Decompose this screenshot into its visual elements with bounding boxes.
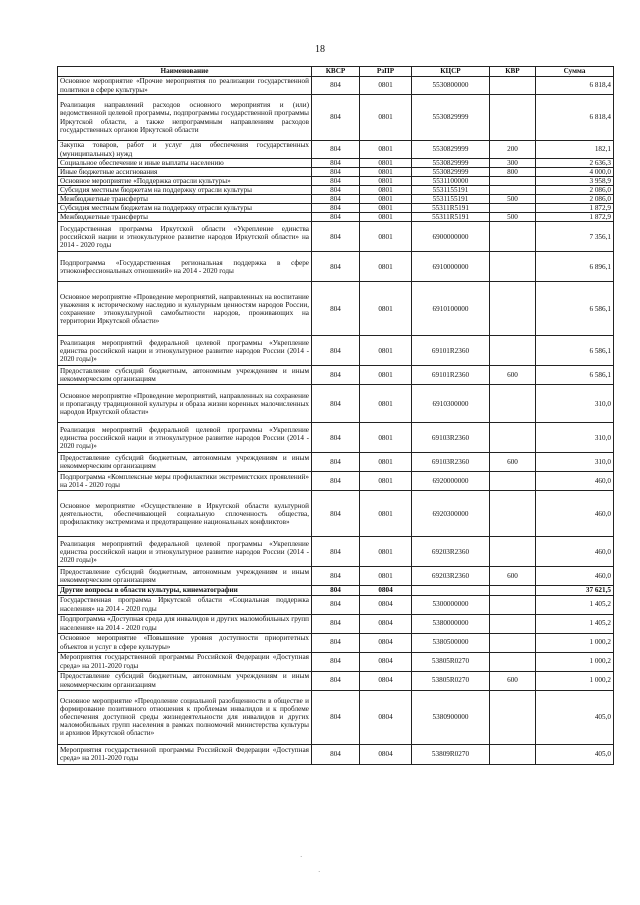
row-rzpr: 0801 [360,366,412,385]
row-kvsr: 804 [312,595,360,614]
scan-mark: · [318,868,321,876]
row-kvr [490,744,536,764]
table-row [58,336,614,366]
table-row [58,671,614,690]
table-row [58,633,614,652]
row-rzpr: 0801 [360,537,412,567]
row-sum: 4 000,0 [536,168,614,177]
row-sum: 1 872,9 [536,204,614,213]
row-kcsr: 69103R2360 [412,453,490,472]
row-sum: 405,0 [536,744,614,764]
row-name: Предоставление субсидий бюджетным, автономным учреждениям и иным некоммерческим организациям [58,453,312,472]
table-row [58,95,614,141]
row-kcsr: 69101R2360 [412,336,490,366]
row-rzpr: 0804 [360,614,412,633]
row-kvr: 500 [490,213,536,222]
row-kvsr: 804 [312,282,360,336]
row-kvsr: 804 [312,186,360,195]
row-name: Социальное обеспечение и иные выплаты населению [58,159,312,168]
table-row [58,282,614,336]
row-kvr: 600 [490,671,536,690]
row-name: Основное мероприятие «Осуществление в Иркутской области культурной деятельности, обеспечивающей социальную сплоченность общества, профилактику экстремизма и предотвращение национальных конфликтов» [58,491,312,537]
row-kvsr: 804 [312,204,360,213]
table-row [58,159,614,168]
row-kvr: 600 [490,567,536,586]
row-kvr: 600 [490,453,536,472]
row-kvsr: 804 [312,336,360,366]
row-sum: 6 586,1 [536,366,614,385]
row-kvsr: 804 [312,168,360,177]
table-row [58,586,614,595]
row-rzpr: 0801 [360,491,412,537]
table-row [58,595,614,614]
row-kvr [490,690,536,744]
row-rzpr: 0804 [360,690,412,744]
row-name: Межбюджетные трансферты [58,195,312,204]
row-sum: 7 356,1 [536,222,614,252]
row-kvsr: 804 [312,222,360,252]
row-sum: 310,0 [536,453,614,472]
row-kvr [490,614,536,633]
row-kvr [490,491,536,537]
row-kvr [490,595,536,614]
row-kvr [490,282,536,336]
row-sum: 6 896,1 [536,252,614,282]
row-kvsr: 804 [312,690,360,744]
table-row [58,652,614,671]
row-kcsr: 6900000000 [412,222,490,252]
row-name: Предоставление субсидий бюджетным, автономным учреждениям и иным некоммерческим организациям [58,366,312,385]
row-kvsr: 804 [312,491,360,537]
table-row [58,195,614,204]
row-kvr [490,633,536,652]
table-row [58,423,614,453]
row-rzpr: 0801 [360,252,412,282]
row-kvr [490,95,536,141]
row-sum: 2 086,0 [536,186,614,195]
row-kvr [490,222,536,252]
row-kcsr: 6910300000 [412,385,490,423]
row-rzpr: 0801 [360,177,412,186]
row-name: Иные бюджетные ассигнования [58,168,312,177]
row-rzpr: 0801 [360,204,412,213]
row-sum: 310,0 [536,423,614,453]
row-kvr [490,652,536,671]
row-name: Субсидия местным бюджетам на поддержку отрасли культуры [58,204,312,213]
row-name: Государственная программа Иркутской области «Социальная поддержка населения» на 2014 - 2020 годы [58,595,312,614]
table-row [58,213,614,222]
row-kvsr: 804 [312,472,360,491]
row-kcsr: 5531155191 [412,186,490,195]
row-rzpr: 0801 [360,168,412,177]
row-kcsr: 5380900000 [412,690,490,744]
row-kvr: 300 [490,159,536,168]
row-sum: 460,0 [536,472,614,491]
row-kcsr: 5530829999 [412,159,490,168]
row-sum: 1 000,2 [536,671,614,690]
table-header-row [58,67,614,77]
row-sum: 405,0 [536,690,614,744]
row-sum: 6 586,1 [536,336,614,366]
row-kcsr: 69203R2360 [412,537,490,567]
row-sum: 2 086,0 [536,195,614,204]
table-row [58,204,614,213]
row-name: Межбюджетные трансферты [58,213,312,222]
row-kvsr: 804 [312,385,360,423]
row-sum: 3 958,9 [536,177,614,186]
row-kvr [490,177,536,186]
table-row [58,567,614,586]
row-kcsr: 53805R0270 [412,671,490,690]
header-kvsr: КВСР [312,67,360,77]
row-kvr [490,77,536,95]
budget-table [57,66,614,765]
row-name: Основное мероприятие «Повышение уровня доступности приоритетных объектов и услуг в сфере культуры» [58,633,312,652]
row-rzpr: 0804 [360,633,412,652]
header-sum: Сумма [536,67,614,77]
row-kvr: 800 [490,168,536,177]
header-kcsr: КЦСР [412,67,490,77]
table-row [58,385,614,423]
row-kcsr: 69101R2360 [412,366,490,385]
row-rzpr: 0801 [360,77,412,95]
table-row [58,744,614,764]
row-sum: 1 000,2 [536,652,614,671]
row-kcsr: 6910100000 [412,282,490,336]
row-name: Реализация направлений расходов основного мероприятия и (или) ведомственной целевой программы, подпрограммы государственной программы Иркутской области, а также непрограммным направлениям расходов государственных органов Иркутской области [58,95,312,141]
header-rzpr: РзПР [360,67,412,77]
row-kvr: 600 [490,366,536,385]
row-kvsr: 804 [312,537,360,567]
row-rzpr: 0801 [360,186,412,195]
row-sum: 460,0 [536,491,614,537]
row-kcsr: 5380500000 [412,633,490,652]
row-sum: 6 586,1 [536,282,614,336]
row-name: Основное мероприятие «Поддержка отрасли культуры» [58,177,312,186]
table-row [58,453,614,472]
row-kcsr: 69103R2360 [412,423,490,453]
row-kcsr: 6910000000 [412,252,490,282]
row-rzpr: 0801 [360,282,412,336]
table-row [58,252,614,282]
table-row [58,186,614,195]
table-row [58,366,614,385]
row-sum: 1 405,2 [536,614,614,633]
row-rzpr: 0804 [360,652,412,671]
row-kvsr: 804 [312,95,360,141]
row-kcsr: 5530829999 [412,168,490,177]
row-name: Основное мероприятие «Проведение мероприятий, направленных на воспитание уважения к историческому наследию и культурным ценностям народов России, сохранение этнокультурной самобытности народов, проживающих на территории Иркутской области» [58,282,312,336]
row-kvsr: 804 [312,423,360,453]
table-row [58,177,614,186]
row-name: Подпрограмма «Государственная региональная поддержка в сфере этноконфессиональных отношений» на 2014 - 2020 годы [58,252,312,282]
row-rzpr: 0801 [360,472,412,491]
row-kvsr: 804 [312,77,360,95]
row-name: Закупка товаров, работ и услуг для обеспечения государственных (муниципальных) нужд [58,141,312,159]
row-kvr [490,537,536,567]
row-kvsr: 804 [312,586,360,595]
row-name: Субсидия местным бюджетам на поддержку отрасли культуры [58,186,312,195]
row-kvsr: 804 [312,195,360,204]
row-kvr [490,472,536,491]
row-rzpr: 0804 [360,586,412,595]
row-name: Предоставление субсидий бюджетным, автономным учреждениям и иным некоммерческим организациям [58,671,312,690]
row-rzpr: 0801 [360,141,412,159]
row-kvr [490,252,536,282]
row-kcsr: 6920300000 [412,491,490,537]
table-row [58,222,614,252]
row-kvsr: 804 [312,744,360,764]
page-number: 18 [315,44,325,55]
row-sum: 6 818,4 [536,77,614,95]
row-name: Государственная программа Иркутской области «Укрепление единства российской нации и этнокультурное развитие народов Иркутской области» на 2014 - 2020 годы [58,222,312,252]
scan-mark: · [300,853,303,861]
table-row [58,614,614,633]
row-rzpr: 0801 [360,159,412,168]
row-kvr [490,423,536,453]
row-kvsr: 804 [312,633,360,652]
row-sum: 37 621,5 [536,586,614,595]
row-kvsr: 804 [312,671,360,690]
row-sum: 460,0 [536,537,614,567]
header-kvr: КВР [490,67,536,77]
row-name: Другие вопросы в области культуры, кинематографии [58,586,312,595]
row-kvsr: 804 [312,252,360,282]
row-kcsr: 6920000000 [412,472,490,491]
row-rzpr: 0801 [360,95,412,141]
row-kcsr: 69203R2360 [412,567,490,586]
row-sum: 6 818,4 [536,95,614,141]
row-kcsr: 5531155191 [412,195,490,204]
row-sum: 1 000,2 [536,633,614,652]
table-row [58,77,614,95]
row-name: Основное мероприятие «Проведение мероприятий, направленных на сохранение и пропаганду традиционной культуры и образа жизни коренных малочисленных народов Иркутской области» [58,385,312,423]
row-kvsr: 804 [312,652,360,671]
row-kvr [490,385,536,423]
row-kvsr: 804 [312,177,360,186]
table-row [58,537,614,567]
row-kvr [490,336,536,366]
row-kvsr: 804 [312,614,360,633]
row-kcsr: 5530829999 [412,141,490,159]
table-row [58,690,614,744]
row-sum: 1 872,9 [536,213,614,222]
row-sum: 460,0 [536,567,614,586]
row-sum: 2 636,3 [536,159,614,168]
row-kvr [490,586,536,595]
row-name: Реализация мероприятий федеральной целевой программы «Укрепление единства российской нации и этнокультурное развитие народов России (2014 - 2020 годы)» [58,537,312,567]
row-name: Мероприятия государственной программы Российской Федерации «Доступная среда» на 2011-2020 годы [58,744,312,764]
row-rzpr: 0801 [360,222,412,252]
row-rzpr: 0801 [360,567,412,586]
row-kvr: 500 [490,195,536,204]
row-kcsr: 5300000000 [412,595,490,614]
row-sum: 310,0 [536,385,614,423]
row-kcsr: 5531100000 [412,177,490,186]
row-name: Основное мероприятие «Преодоление социальной разобщенности в обществе и формирование позитивного отношения к проблемам инвалидов и к проблеме обеспечения доступной среды жизнедеятельности для инвалидов и других маломобильных групп населения в рамках полномочий министерства культуры и архивов Иркутской области» [58,690,312,744]
row-kvsr: 804 [312,567,360,586]
row-kvr [490,186,536,195]
table-row [58,168,614,177]
row-rzpr: 0801 [360,195,412,204]
row-name: Реализация мероприятий федеральной целевой программы «Укрепление единства российской нации и этнокультурное развитие народов России (2014 - 2020 годы)» [58,336,312,366]
row-name: Основное мероприятие «Прочие мероприятия по реализации государственной политики в сфере культуры» [58,77,312,95]
table-row [58,491,614,537]
row-kvsr: 804 [312,141,360,159]
row-name: Предоставление субсидий бюджетным, автономным учреждениям и иным некоммерческим организациям [58,567,312,586]
row-kcsr: 53805R0270 [412,652,490,671]
row-kcsr: 5380000000 [412,614,490,633]
row-name: Подпрограмма «Доступная среда для инвалидов и других маломобильных групп населения» на 2014 - 2020 годы [58,614,312,633]
row-kvr [490,204,536,213]
table-row [58,141,614,159]
row-name: Подпрограмма «Комплексные меры профилактики экстремистских проявлений» на 2014 - 2020 годы [58,472,312,491]
row-kcsr: 55311R5191 [412,213,490,222]
row-rzpr: 0801 [360,336,412,366]
row-sum: 1 405,2 [536,595,614,614]
row-kcsr: 5530829999 [412,95,490,141]
row-kvsr: 804 [312,213,360,222]
row-kcsr [412,586,490,595]
row-kvsr: 804 [312,159,360,168]
table-body [58,77,614,765]
row-kvr: 200 [490,141,536,159]
row-kvsr: 804 [312,453,360,472]
row-kcsr: 53809R0270 [412,744,490,764]
header-name: Наименование [58,67,312,77]
row-rzpr: 0804 [360,744,412,764]
row-rzpr: 0801 [360,385,412,423]
row-name: Реализация мероприятий федеральной целевой программы «Укрепление единства российской нации и этнокультурное развитие народов России (2014 - 2020 годы)» [58,423,312,453]
row-rzpr: 0801 [360,453,412,472]
row-name: Мероприятия государственной программы Российской Федерации «Доступная среда» на 2011-2020 годы [58,652,312,671]
row-rzpr: 0804 [360,671,412,690]
row-kvsr: 804 [312,366,360,385]
row-rzpr: 0804 [360,595,412,614]
table-row [58,472,614,491]
row-kcsr: 5530800000 [412,77,490,95]
row-rzpr: 0801 [360,213,412,222]
row-kcsr: 55311R5191 [412,204,490,213]
row-rzpr: 0801 [360,423,412,453]
row-sum: 182,1 [536,141,614,159]
